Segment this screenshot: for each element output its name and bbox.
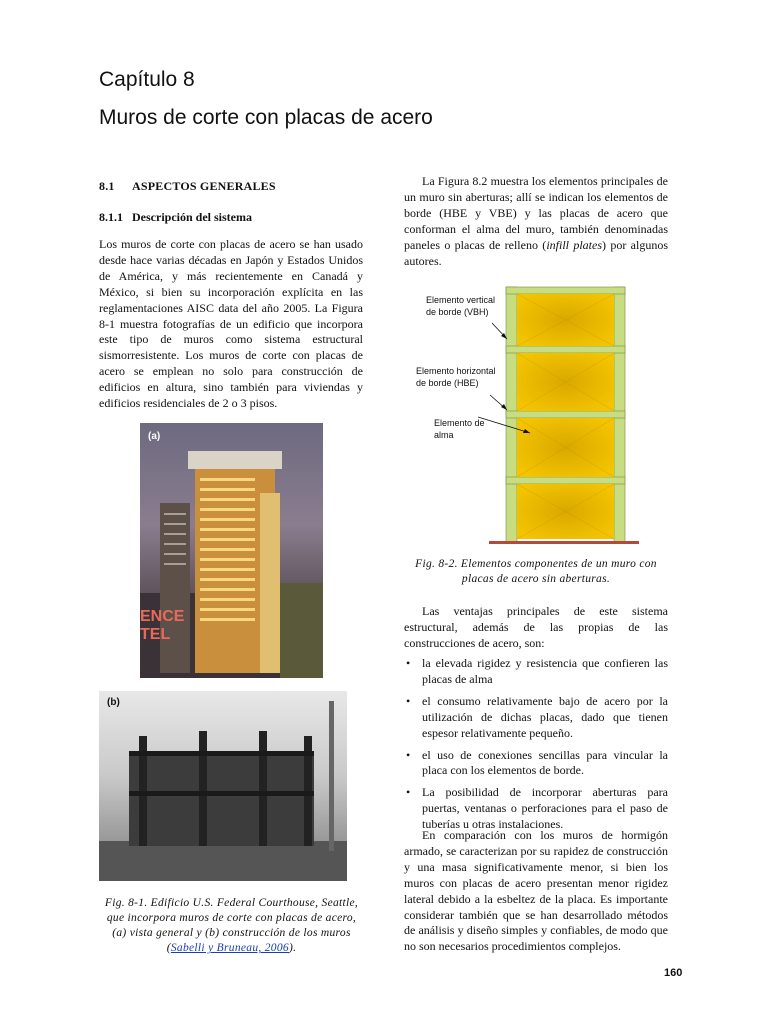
list-item — [404, 694, 668, 742]
caption-end: ). — [288, 942, 297, 954]
list-item-text: La posibilidad de incorporar aberturas para puertas, ventanas o perforaciones para el paso de tuberías u otras instalaciones. — [422, 785, 668, 832]
left-paragraph: Los muros de corte con placas de acero se han usado desde hace varias décadas en Japón y Estados Unidos de América, y más recientemente en Canadá y México, si bien su incorporación explícita en las reglamentaciones AISC data del año 2005. La Figura 8-1 muestra fotografías de un edificio que incorpora este tipo de muros como sistema estructural sismorresistente. Los muros de corte con placas de acero se emplean no solo para construcción de edificios en altura, sino también para viviendas y edificios residenciales de 2 o 3 pisos. — [99, 237, 363, 411]
subsection-number: 8.1.1 — [99, 210, 123, 224]
figure-8-1-caption — [99, 896, 364, 956]
bullet-icon: • — [406, 747, 411, 762]
building-illustration — [140, 423, 323, 678]
subsection-title: Descripción del sistema — [132, 210, 252, 224]
advantages-list — [404, 656, 668, 839]
list-item — [404, 785, 668, 833]
chapter-number: Capítulo 8 — [99, 68, 195, 91]
right-paragraph-2: Las ventajas principales de este sistema estructural, además de las propias de las construcciones de acero, son: — [404, 604, 668, 650]
construction-illustration — [99, 691, 347, 881]
photo-sign-text: ENCE TEL — [140, 608, 185, 643]
list-item — [404, 656, 668, 688]
right-paragraph-1-text: La Figura 8.2 muestra los elementos principales de un muro sin aberturas; allí se indican los elementos de borde (HBE y VBE) y las placas de acero que conforman el alma del muro, también denominadas paneles o placas de relleno ( — [404, 174, 668, 252]
figure-8-2-caption: Fig. 8-2. Elementos componentes de un muro con placas de acero sin aberturas. — [415, 558, 657, 585]
page-number: 160 — [664, 967, 683, 979]
right-paragraph-1-end: ) por algunos autores. — [404, 237, 669, 268]
chapter-title: Muros de corte con placas de acero — [99, 106, 433, 129]
steel-plate-wall-diagram — [404, 283, 668, 548]
citation-link[interactable]: Sabelli y Bruneau, 2006 — [170, 942, 289, 954]
bullet-icon: • — [406, 693, 411, 708]
right-paragraph-1 — [404, 174, 668, 269]
bullet-icon: • — [406, 656, 411, 670]
section-number: 8.1 — [99, 179, 115, 193]
bullet-icon: • — [406, 785, 411, 800]
photo-label-b: (b) — [107, 697, 120, 708]
list-item-text: el uso de conexiones sencillas para vincular la placa con los elementos de borde. — [422, 747, 668, 778]
label-vertical-boundary-element: Elemento vertical de borde (VBH) — [426, 295, 496, 317]
list-item-text: la elevada rigidez y resistencia que confieren las placas de alma — [422, 656, 668, 686]
section-heading — [99, 179, 276, 194]
infill-plates-term: infill plates — [546, 237, 602, 252]
photo-label-a: (a) — [148, 431, 161, 442]
list-item-text: el consumo relativamente bajo de acero por la utilización de dichas placas, dado que tienen espesor relativamente pequeño. — [422, 693, 668, 740]
subsection-heading — [99, 210, 252, 225]
photo-wall-construction — [99, 691, 347, 881]
section-title: ASPECTOS GENERALES — [132, 179, 276, 193]
photo-building-general-view — [140, 423, 323, 678]
right-paragraph-3: En comparación con los muros de hormigón armado, se caracterizan por su rapidez de construcción y una masa significativamente menor, si bien los muros con placas de acero presentan menor rigidez lateral debido a la esbeltez de la placa. Es importante considerar también que se han desarrollado métodos de análisis y diseño simples y confiables, de modo que no son necesarios procedimientos complejos. — [404, 828, 668, 954]
label-web-element: Elemento de alma — [434, 418, 485, 440]
figure-8-2-diagram — [404, 283, 668, 548]
label-horizontal-boundary-element: Elemento horizontal de borde (HBE) — [416, 366, 496, 388]
caption-text: Fig. 8-1. Edificio U.S. Federal Courthouse, Seattle, que incorpora muros de corte con placas de acero, (a) vista general y (b) construcción de los muros ( — [104, 897, 359, 954]
list-item — [404, 748, 668, 780]
